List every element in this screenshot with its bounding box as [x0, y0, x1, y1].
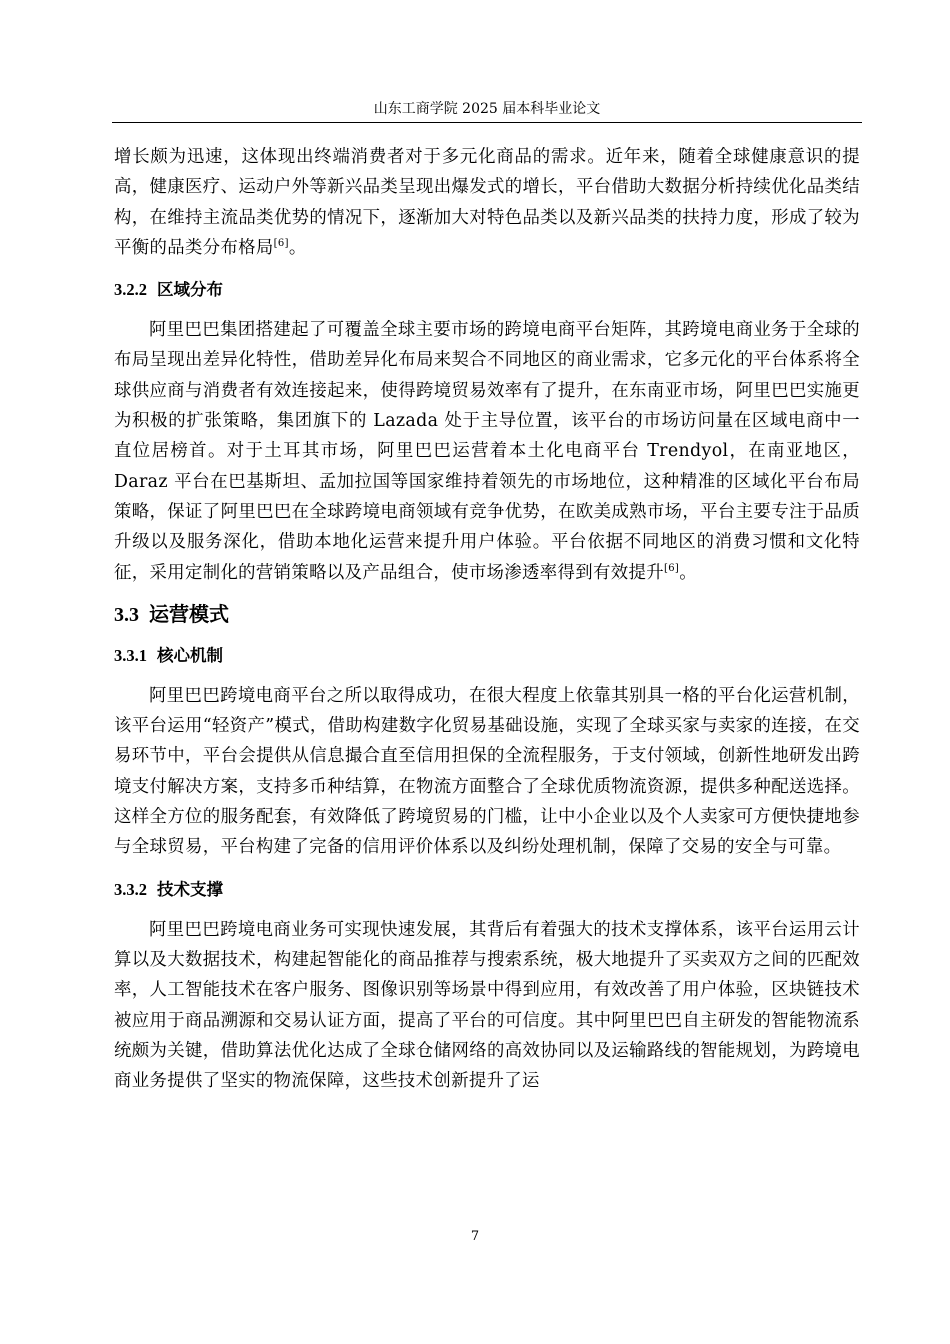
- section-heading-3-2-2: [114, 279, 860, 301]
- section-number: 3.3: [114, 603, 139, 626]
- section-heading-3-3-1: [114, 645, 860, 667]
- paragraph-end: 。: [679, 562, 697, 583]
- paragraph-technical-support: 阿里巴巴跨境电商业务可实现快速发展，其背后有着强大的技术支撑体系，该平台运用云计算以及大数据技术，构建起智能化的商品推荐与搜索系统，极大地提升了买卖双方之间的匹配效率，人工智能技术在客户服务、图像识别等场景中得到应用，有效改善了用户体验，区块链技术被应用于商品溯源和交易认证方面，提高了平台的可信度。其中阿里巴巴自主研发的智能物流系统颇为关键，借助算法优化达成了全球仓储网络的高效协同以及运输路线的智能规划，为跨境电商业务提供了坚实的物流保障，这些技术创新提升了运: [114, 919, 860, 1092]
- citation: [6]: [663, 562, 680, 574]
- section-title: 区域分布: [157, 280, 223, 300]
- paragraph-text: 阿里巴巴集团搭建起了可覆盖全球主要市场的跨境电商平台矩阵，其跨境电商业务于全球的布局呈现出差异化特性，借助差异化布局来契合不同地区的商业需求，它多元化的平台体系将全球供应商与消费者有效连接起来，使得跨境贸易效率有了提升，在东南亚市场，阿里巴巴实施更为积极的扩张策略，集团旗下的 Lazada 处于主导位置，该平台的市场访问量在区域电商中一直位居榜首。对于土耳其市场，阿里巴巴运营着本土化电商平台 Trendyol，在南亚地区，Daraz 平台在巴基斯坦、孟加拉国等国家维持着领先的市场地位，这种精准的区域化平台布局策略，保证了阿里巴巴在全球跨境电商领域有竞争优势，在欧美成熟市场，平台主要专注于品质升级以及服务深化，借助本地化运营来提升用户体验。平台依据不同地区的消费习惯和文化特征，采用定制化的营销策略以及产品组合，使市场渗透率得到有效提升: [114, 320, 860, 583]
- section-title: 技术支撑: [157, 879, 223, 899]
- section-number: 3.3.1: [114, 645, 147, 665]
- running-header: 山东工商学院 2025 届本科毕业论文: [373, 101, 601, 117]
- paragraph-regional-distribution: [114, 315, 860, 588]
- section-number: 3.3.2: [114, 879, 147, 899]
- section-title: 运营模式: [149, 601, 229, 626]
- paragraph-end: 。: [288, 237, 307, 258]
- page-body: [114, 142, 860, 1096]
- paragraph-text: 增长颇为迅速，这体现出终端消费者对于多元化商品的需求。近年来，随着全球健康意识的提高，健康医疗、运动户外等新兴品类呈现出爆发式的增长，平台借助大数据分析持续优化品类结构，在维持主流品类优势的情况下，逐渐加大对特色品类以及新兴品类的扶持力度，形成了较为平衡的品类分布格局: [114, 147, 860, 258]
- section-title: 核心机制: [157, 645, 223, 665]
- section-heading-3-3: [114, 600, 860, 629]
- paragraph-core-mechanism: 阿里巴巴跨境电商平台之所以取得成功，在很大程度上依靠其别具一格的平台化运营机制，该平台运用“轻资产”模式，借助构建数字化贸易基础设施，实现了全球买家与卖家的连接，在交易环节中，平台会提供从信息撮合直至信用担保的全流程服务，于支付领域，创新性地研发出跨境支付解决方案，支持多币种结算，在物流方面整合了全球优质物流资源，提供多种配送选择。这样全方位的服务配套，有效降低了跨境贸易的门槛，让中小企业以及个人卖家可方便快捷地参与全球贸易，平台构建了完备的信用评价体系以及纠纷处理机制，保障了交易的安全与可靠。: [114, 685, 860, 858]
- section-heading-3-3-2: [114, 879, 860, 901]
- page-number: 7: [470, 1229, 480, 1244]
- section-number: 3.2.2: [114, 280, 147, 300]
- header-rule: [112, 122, 862, 123]
- paragraph-continuation: [114, 142, 860, 263]
- citation: [6]: [273, 238, 289, 250]
